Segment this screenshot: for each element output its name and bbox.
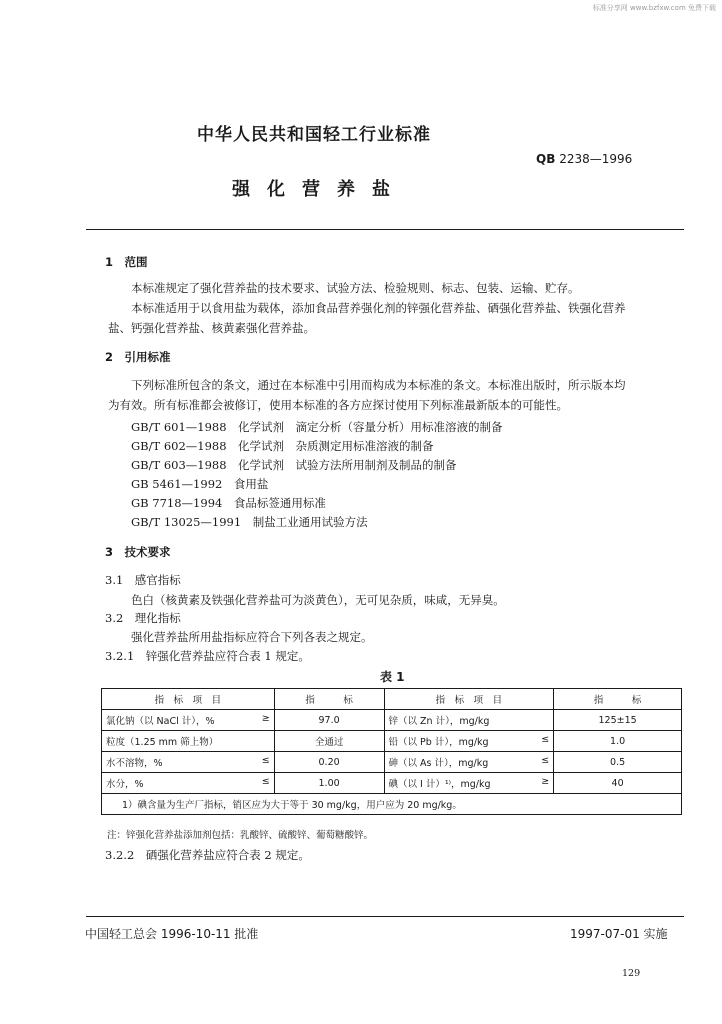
section-3-heading: 3 技术要求: [105, 545, 171, 559]
table-cell-item: [102, 710, 275, 731]
document-title: 强化营养盐: [232, 179, 407, 200]
table-1-caption: 表 1: [380, 670, 405, 684]
reference-item: GB 7718—1994 食品标签通用标准: [131, 496, 326, 510]
table-cell-item: [102, 773, 275, 794]
comparison-symbol: ≥: [261, 713, 270, 724]
table-cell-value: 0.20: [274, 752, 384, 773]
table-cell-item: [384, 773, 554, 794]
item-label: 铅（以 Pb 计），mg/kg: [388, 737, 489, 748]
section-3-2-text: 强化营养盐所用盐指标应符合下列各表之规定。: [131, 630, 373, 644]
table-footnote-row: [102, 794, 682, 815]
comparison-symbol: ≤: [541, 734, 550, 745]
table-row: [102, 773, 682, 794]
comparison-symbol: ≥: [541, 776, 550, 787]
approval-date: 中国轻工总会 1996-10-11 批准: [85, 927, 259, 941]
table-row: [102, 710, 682, 731]
table-1: [101, 688, 682, 815]
org-title: 中华人民共和国轻工行业标准: [197, 125, 431, 145]
item-label: 水不溶物，%: [106, 758, 163, 769]
table-cell-value: 全通过: [274, 731, 384, 752]
table-cell-item: [102, 731, 275, 752]
table-header-row: [102, 689, 682, 710]
standard-code: 2238—1996: [559, 152, 633, 166]
table-header-cell: 指 标: [554, 689, 682, 710]
section-3-1-text: 色白（核黄素及铁强化营养盐可为淡黄色），无可见杂质，味咸，无异臭。: [131, 593, 505, 607]
section-1-para-3: 盐、钙强化营养盐、核黄素强化营养盐。: [108, 321, 315, 335]
item-label: 砷（以 As 计），mg/kg: [388, 758, 489, 769]
page-number: 129: [622, 968, 641, 979]
comparison-symbol: ≤: [541, 755, 550, 766]
item-label: 水分，%: [106, 779, 144, 790]
section-2-para-2: 为有效。所有标准都会被修订，使用本标准的各方应探讨使用下列标准最新版本的可能性。: [108, 398, 568, 412]
header-rule: [86, 229, 684, 230]
item-label: 碘（以 I 计）¹⁾，mg/kg: [388, 779, 491, 790]
item-label: 锌（以 Zn 计），mg/kg: [388, 716, 490, 727]
table-cell-value: 1.0: [554, 731, 682, 752]
reference-item: GB 5461—1992 食用盐: [131, 477, 269, 491]
table-cell-value: 0.5: [554, 752, 682, 773]
table-row: [102, 752, 682, 773]
table-footnote: 1）碘含量为生产厂指标，销区应为大于等于 30 mg/kg，用户应为 20 mg/kg。: [102, 794, 682, 815]
section-1-heading: 1 范围: [105, 255, 148, 269]
table-cell-value: 40: [554, 773, 682, 794]
item-label: 氯化钠（以 NaCl 计），%: [106, 716, 215, 727]
section-2-heading: 2 引用标准: [105, 350, 171, 364]
section-3-2-heading: 3.2 理化指标: [105, 611, 181, 625]
table-cell-value: 125±15: [554, 710, 682, 731]
section-3-1-heading: 3.1 感官指标: [105, 573, 181, 587]
table-cell-item: [384, 710, 554, 731]
section-1-para-1: 本标准规定了强化营养盐的技术要求、试验方法、检验规则、标志、包装、运输、贮存。: [131, 281, 580, 295]
standard-number: [536, 152, 632, 166]
table-header-cell: 指 标: [274, 689, 384, 710]
section-2-para-1: 下列标准所包含的条文，通过在本标准中引用而构成为本标准的条文。本标准出版时，所示版本均: [131, 378, 626, 392]
section-3-2-1-text: 3.2.1 锌强化营养盐应符合表 1 规定。: [105, 649, 310, 663]
table-cell-item: [384, 731, 554, 752]
table-cell-value: 1.00: [274, 773, 384, 794]
table-row: [102, 731, 682, 752]
footer-rule: [86, 916, 684, 917]
table-cell-value: 97.0: [274, 710, 384, 731]
table-header-cell: 指 标 项 目: [384, 689, 554, 710]
watermark-text: 标准分享网 www.bzfxw.com 免费下载: [592, 4, 716, 12]
section-3-2-2-text: 3.2.2 硒强化营养盐应符合表 2 规定。: [105, 848, 310, 862]
reference-item: GB/T 603—1988 化学试剂 试验方法所用制剂及制品的制备: [131, 458, 457, 472]
reference-item: GB/T 601—1988 化学试剂 滴定分析（容量分析）用标准溶液的制备: [131, 420, 503, 434]
table-cell-item: [102, 752, 275, 773]
comparison-symbol: ≤: [261, 776, 270, 787]
table-header-cell: 指 标 项 目: [102, 689, 275, 710]
table-note: 注：锌强化营养盐添加剂包括：乳酸锌、硫酸锌、葡萄糖酸锌。: [107, 830, 374, 841]
reference-item: GB/T 602—1988 化学试剂 杂质测定用标准溶液的制备: [131, 439, 434, 453]
reference-item: GB/T 13025—1991 制盐工业通用试验方法: [131, 515, 368, 529]
section-1-para-2: 本标准适用于以食用盐为载体，添加食品营养强化剂的锌强化营养盐、硒强化营养盐、铁强化营养: [131, 301, 626, 315]
comparison-symbol: ≤: [261, 755, 270, 766]
implementation-date: 1997-07-01 实施: [570, 927, 668, 941]
item-label: 粒度（1.25 mm 筛上物）: [106, 737, 219, 748]
table-cell-item: [384, 752, 554, 773]
standard-prefix: QB: [536, 152, 556, 166]
